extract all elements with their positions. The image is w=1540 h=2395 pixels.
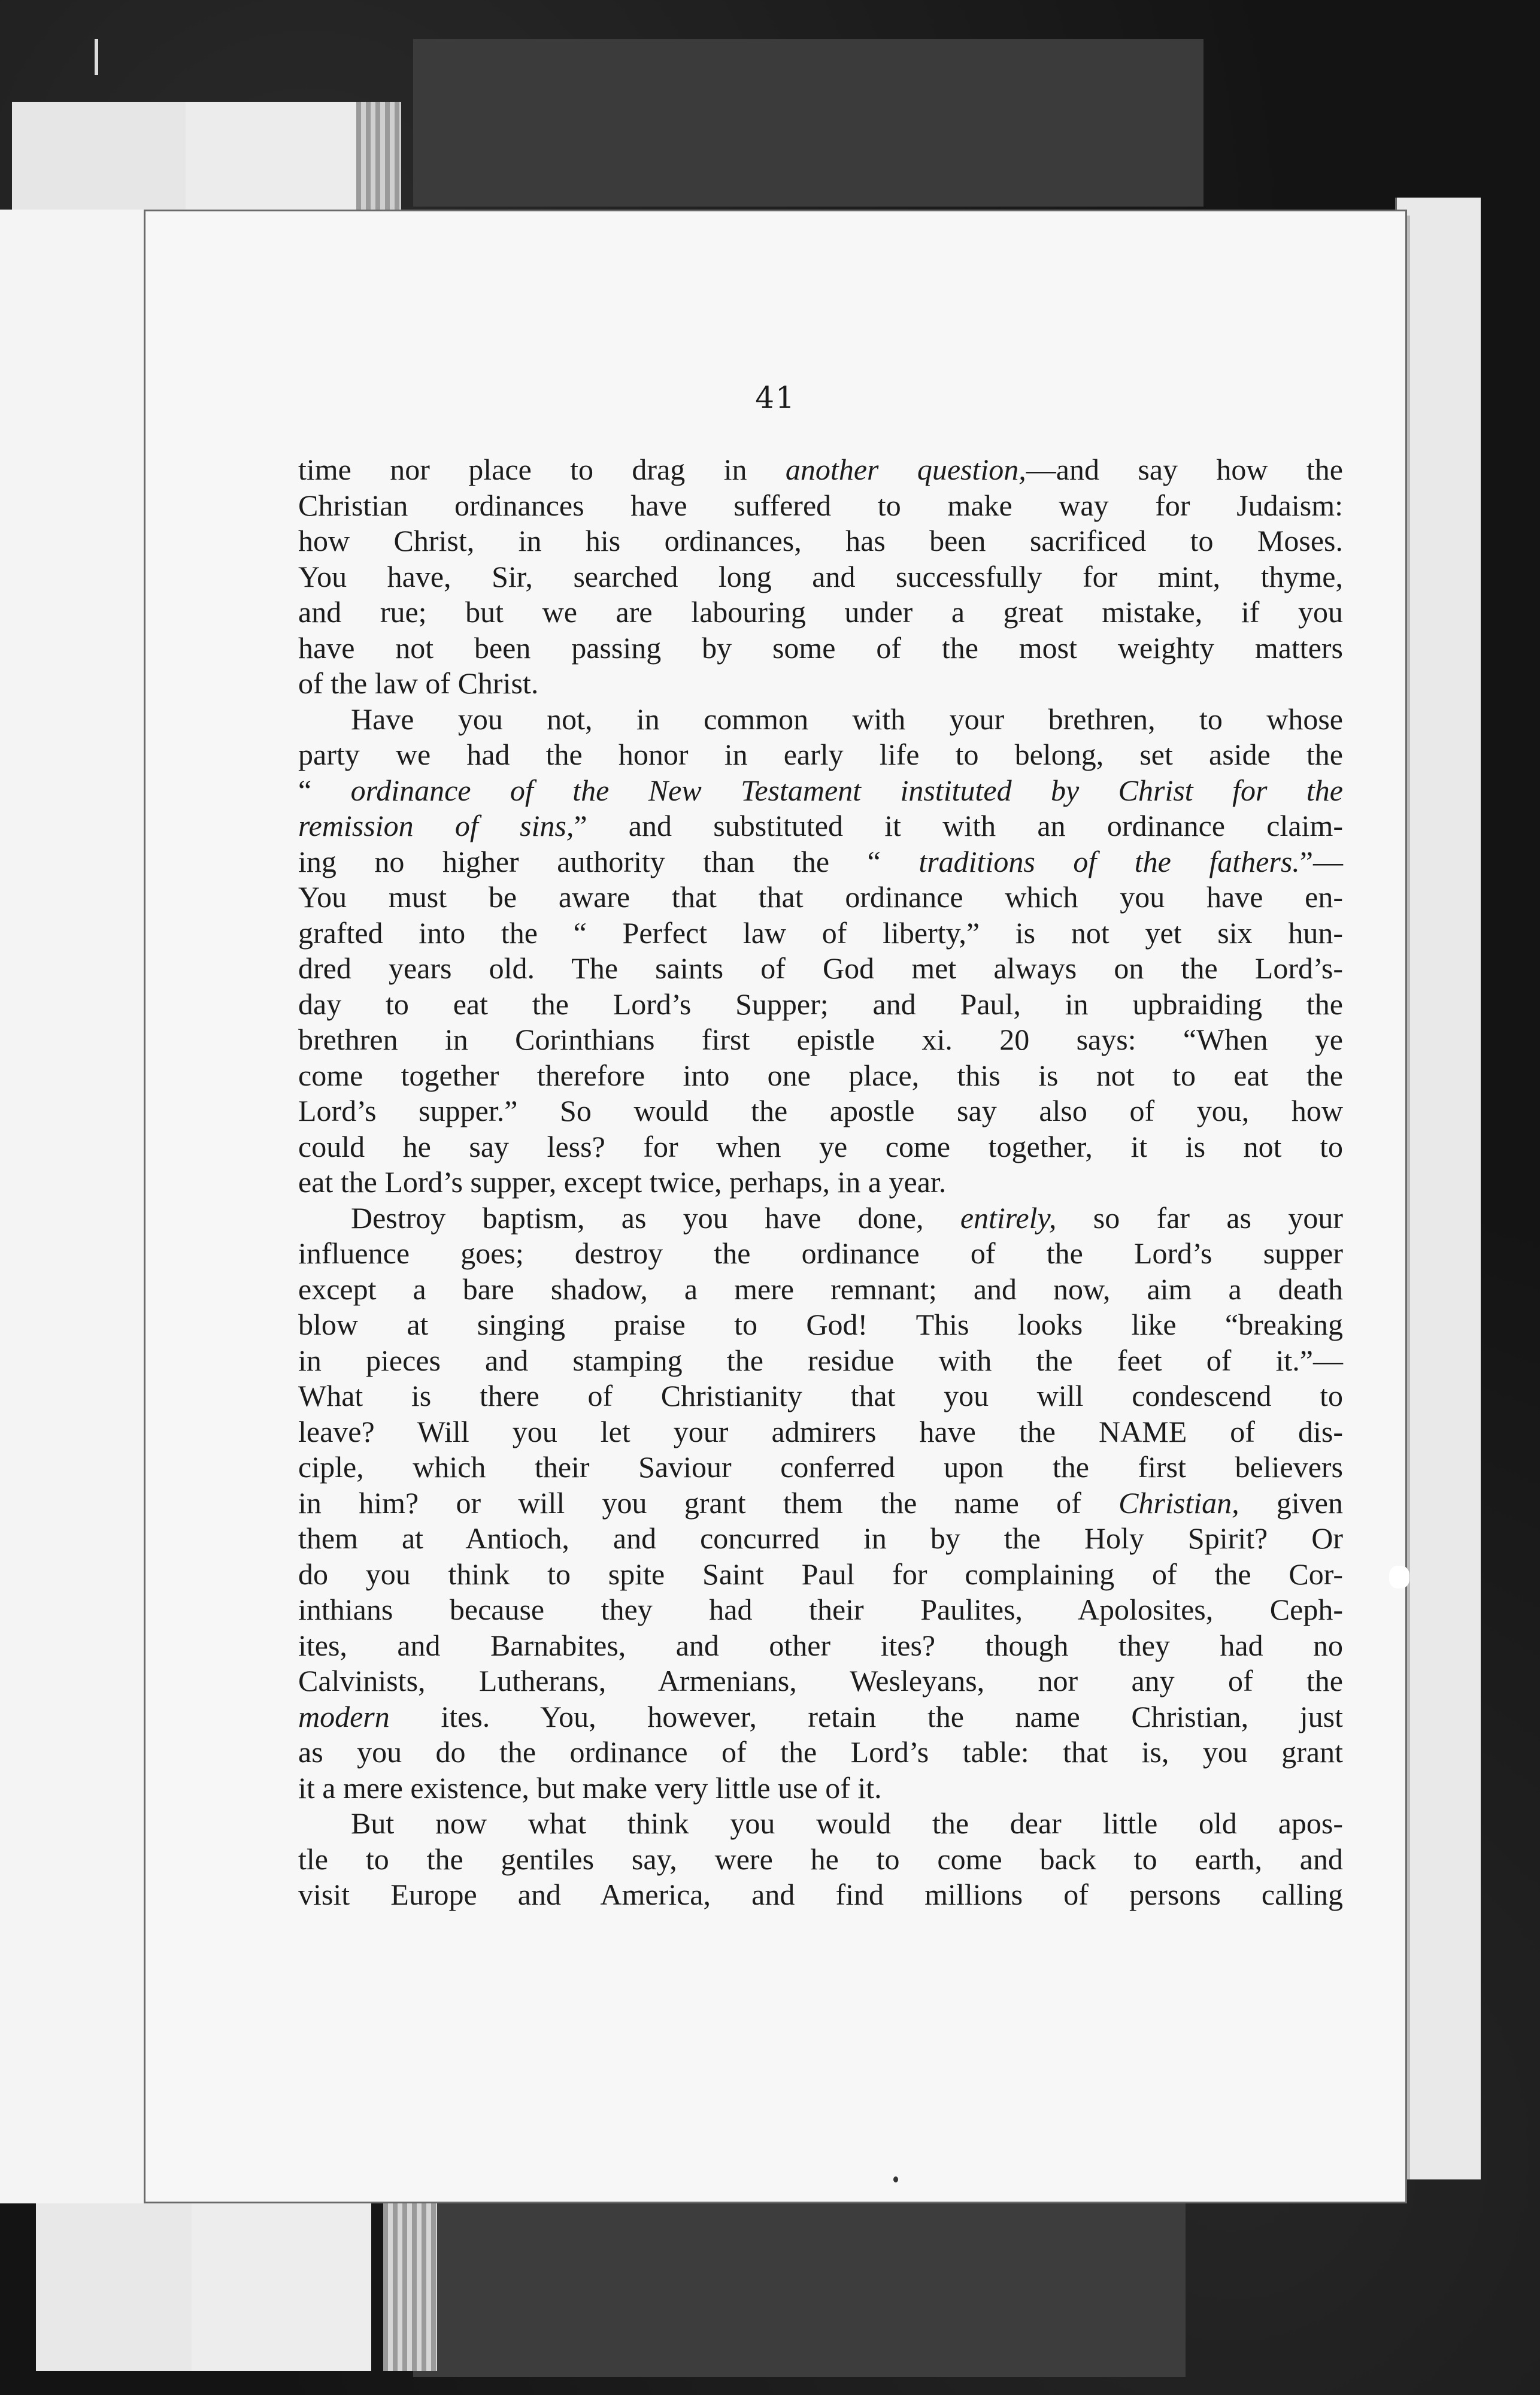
italic-text: remission of sins,: [298, 809, 574, 842]
text-run: ciple, which their Saviour conferred upon the first believers: [298, 1450, 1343, 1484]
text-line: [298, 808, 1343, 844]
text-run: What is there of Christianity that you will condescend to: [298, 1379, 1343, 1412]
text-line: [298, 523, 1343, 559]
text-run: Lord’s supper.” So would the apostle say also of you, how: [298, 1094, 1343, 1127]
text-run: come together therefore into one place, this is not to eat the: [298, 1058, 1343, 1092]
text-run: given: [1239, 1485, 1343, 1520]
text-run: day to eat the Lord’s Supper; and Paul, in upbraiding the: [298, 987, 1343, 1021]
text-line: [298, 1699, 1343, 1735]
text-run: Destroy baptism, as you have done,: [351, 1200, 960, 1235]
italic-text: traditions of the fathers.: [918, 844, 1300, 878]
text-line: [298, 1272, 1343, 1308]
text-run: and rue; but we are labouring under a great mistake, if you: [298, 595, 1343, 629]
text-line: [298, 1307, 1343, 1343]
text-line: [298, 915, 1343, 951]
text-line: [298, 1378, 1343, 1414]
text-line: [298, 951, 1343, 987]
italic-text: modern: [298, 1699, 390, 1733]
body-text: [298, 452, 1343, 1913]
text-run: leave? Will you let your admirers have the NAME of dis-: [298, 1414, 1343, 1448]
text-run: Christian ordinances have suffered to make way for Judaism:: [298, 488, 1343, 522]
text-run: “: [298, 773, 351, 807]
text-line: [298, 559, 1343, 595]
paper-tab-top-left: [12, 102, 192, 210]
text-run: ”—: [1299, 844, 1343, 878]
text-run: have not been passing by some of the most weighty matters: [298, 630, 1343, 665]
text-line: [298, 1165, 1343, 1200]
text-line: [298, 773, 1343, 809]
text-run: how Christ, in his ordinances, has been sacrificed to Moses.: [298, 524, 1343, 557]
text-run: ites. You, however, retain the name Christian, just: [389, 1699, 1343, 1733]
text-line: [298, 737, 1343, 773]
facing-page-edge: [0, 210, 146, 2203]
italic-text: ordinance of the New Testament instituted by Christ for the: [350, 773, 1343, 807]
text-run: visit Europe and America, and find millions of persons calling: [298, 1878, 1343, 1911]
text-line: [298, 595, 1343, 630]
text-run: it a mere existence, but make very little use of it.: [298, 1771, 882, 1805]
text-run: ing no higher authority than the “: [298, 844, 919, 878]
text-line: [298, 1485, 1343, 1521]
book-page: [144, 210, 1407, 2203]
ink-dot: [893, 2176, 898, 2182]
italic-text: Christian,: [1118, 1485, 1239, 1520]
text-line: [298, 1877, 1343, 1913]
text-run: in him? or will you grant them the name of: [298, 1485, 1119, 1520]
text-run: inthians because they had their Paulites, Apolosites, Ceph-: [298, 1593, 1343, 1626]
text-run: them at Antioch, and concurred in by the Holy Spirit? Or: [298, 1521, 1343, 1555]
text-line: [298, 1058, 1343, 1094]
italic-text: entirely,: [960, 1200, 1057, 1235]
text-line: [298, 880, 1343, 915]
binding-stripe-bottom: [383, 2191, 437, 2371]
paper-tab-bottom-middle: [192, 2191, 371, 2371]
text-run: in pieces and stamping the residue with the feet of it.”—: [298, 1343, 1343, 1377]
text-line: [298, 1806, 1343, 1842]
text-run: grafted into the “ Perfect law of liberty,” is not yet six hun-: [298, 915, 1343, 950]
text-run: tle to the gentiles say, were he to come back to earth, and: [298, 1842, 1343, 1876]
text-line: [298, 1557, 1343, 1593]
text-run: except a bare shadow, a mere remnant; and now, aim a death: [298, 1272, 1343, 1306]
text-line: [298, 1200, 1343, 1236]
paper-tab-top-middle: [186, 102, 359, 210]
backing-board-bottom: [413, 2197, 1186, 2377]
margin-blot: [1389, 1566, 1409, 1588]
paper-tab-bottom-left: [36, 2191, 192, 2371]
page-number: 41: [755, 380, 796, 415]
text-run: eat the Lord’s supper, except twice, perhaps, in a year.: [298, 1165, 947, 1199]
text-run: so far as your: [1056, 1200, 1343, 1235]
text-run: ites, and Barnabites, and other ites? though they had no: [298, 1628, 1343, 1662]
text-line: [298, 1129, 1343, 1165]
text-line: [298, 1842, 1343, 1878]
text-line: [298, 1236, 1343, 1272]
text-run: You have, Sir, searched long and successfully for mint, thyme,: [298, 559, 1343, 593]
text-line: [298, 844, 1343, 880]
text-line: [298, 1735, 1343, 1771]
text-run: influence goes; destroy the ordinance of the Lord’s supper: [298, 1236, 1343, 1270]
text-line: [298, 452, 1343, 488]
text-run: time nor place to drag in: [298, 453, 786, 486]
text-run: You must be aware that that ordinance which you have en-: [298, 880, 1343, 914]
text-line: [298, 1022, 1343, 1058]
text-line: [298, 1450, 1343, 1485]
text-line: [298, 630, 1343, 666]
text-run: brethren in Corinthians first epistle xi. 20 says: “When ye: [298, 1023, 1343, 1056]
text-run: ” and substituted it with an ordinance claim-: [574, 809, 1343, 842]
text-run: blow at singing praise to God! This looks like “breaking: [298, 1308, 1343, 1341]
text-line: [298, 488, 1343, 524]
text-run: dred years old. The saints of God met always on the Lord’s-: [298, 951, 1343, 985]
text-run: Have you not, in common with your brethren, to whose: [351, 702, 1343, 736]
text-run: Calvinists, Lutherans, Armenians, Wesleyans, nor any of the: [298, 1664, 1343, 1697]
text-run: could he say less? for when ye come together, it is not to: [298, 1129, 1343, 1163]
text-line: [298, 1592, 1343, 1628]
text-line: [298, 1628, 1343, 1664]
backing-board-top: [413, 39, 1203, 207]
italic-text: another question,: [785, 453, 1026, 486]
text-line: [298, 1093, 1343, 1129]
text-run: of the law of Christ.: [298, 666, 539, 700]
text-line: [298, 1771, 1343, 1806]
binding-stripe-top: [356, 102, 401, 210]
text-line: [298, 1663, 1343, 1699]
text-line: [298, 666, 1343, 702]
text-run: But now what think you would the dear little old apos-: [351, 1806, 1343, 1840]
text-line: [298, 702, 1343, 738]
text-line: [298, 1521, 1343, 1557]
text-run: party we had the honor in early life to belong, set aside the: [298, 738, 1343, 771]
text-line: [298, 1414, 1343, 1450]
text-run: as you do the ordinance of the Lord’s table: that is, you grant: [298, 1735, 1343, 1769]
scan-artifact-mark: [95, 39, 98, 75]
text-run: —and say how the: [1026, 453, 1343, 486]
text-line: [298, 987, 1343, 1023]
text-run: do you think to spite Saint Paul for complaining of the Cor-: [298, 1557, 1343, 1591]
text-line: [298, 1343, 1343, 1379]
